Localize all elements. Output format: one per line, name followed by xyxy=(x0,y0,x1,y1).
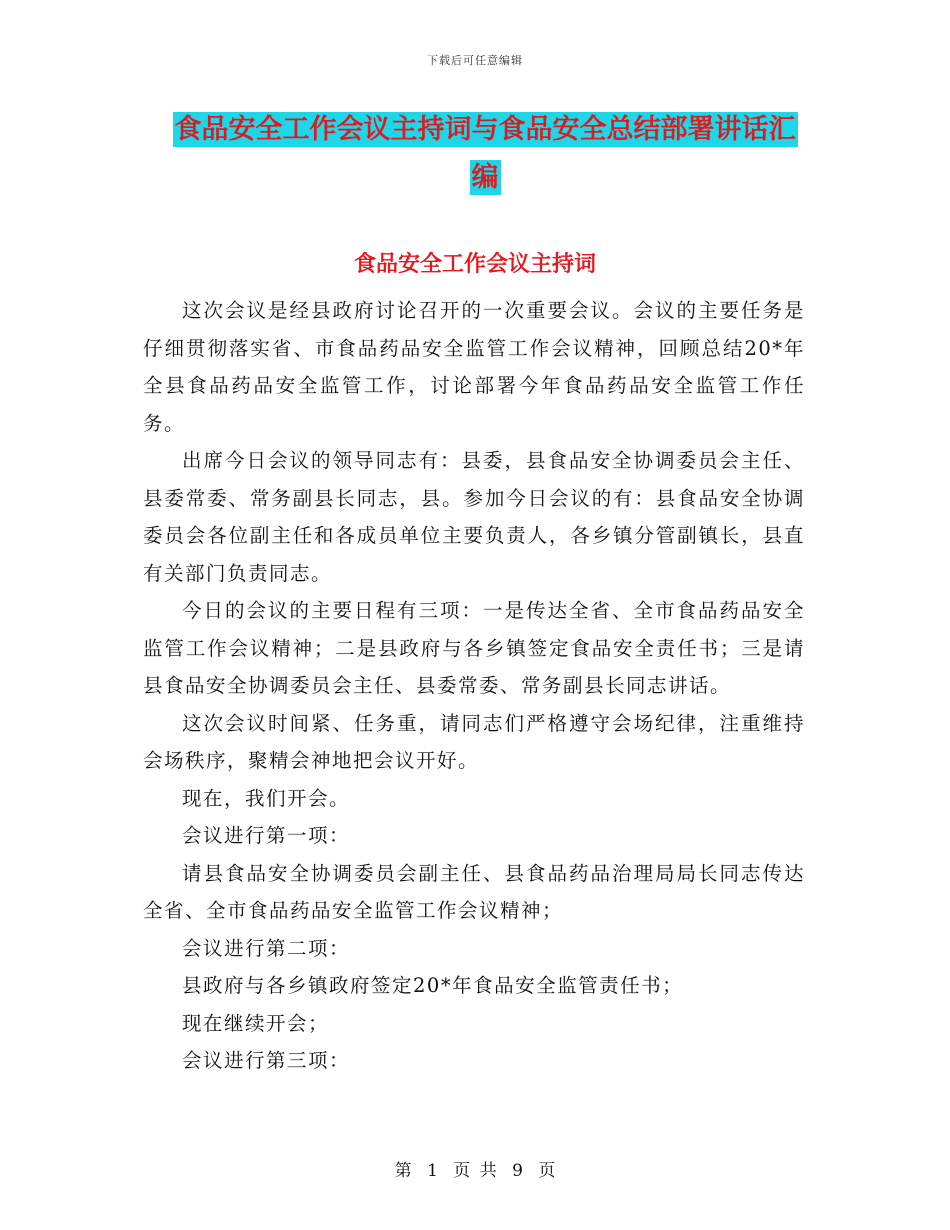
paragraph: 这次会议时间紧、任务重，请同志们严格遵守会场纪律，注重维持会场秩序，聚精会神地把会议开好。 xyxy=(143,711,805,772)
document-title-line-2: 编 xyxy=(471,162,499,193)
document-body xyxy=(143,292,805,1080)
page-footer xyxy=(0,1156,950,1181)
footer-page-number: 1 xyxy=(427,1161,438,1181)
document-title-line-1: 食品安全工作会议主持词与食品安全总结部署讲话汇 xyxy=(174,114,796,145)
paragraph: 请县食品安全协调委员会副主任、县食品药品治理局局长同志传达全省、全市食品药品安全监管工作会议精神； xyxy=(143,861,805,922)
footer-suffix: 页 xyxy=(538,1161,556,1181)
footer-middle: 页 共 xyxy=(453,1161,497,1181)
paragraph: 今日的会议的主要日程有三项：一是传达全省、全市食品药品安全监管工作会议精神；二是县政府与各乡镇签定食品安全责任书；三是请县食品安全协调委员会主任、县委常委、常务副县长同志讲话。 xyxy=(143,599,805,697)
paragraph: 会议进行第二项： xyxy=(182,936,351,960)
paragraph: 现在，我们开会。 xyxy=(182,786,351,810)
section-heading: 食品安全工作会议主持词 xyxy=(353,252,596,277)
paragraph: 会议进行第三项： xyxy=(182,1049,351,1072)
footer-total-pages: 9 xyxy=(512,1161,523,1181)
paragraph: 会议进行第一项： xyxy=(182,824,351,847)
paragraph: 这次会议是经县政府讨论召开的一次重要会议。会议的主要任务是仔细贯彻落实省、市食品药品安全监管工作会议精神，回顾总结20*年全县食品药品安全监管工作，讨论部署今年食品药品安全监管工作任务。 xyxy=(143,299,805,435)
paragraph: 县政府与各乡镇政府签定20*年食品安全监管责任书； xyxy=(182,974,684,997)
paragraph: 现在继续开会； xyxy=(182,1011,330,1035)
document-title xyxy=(140,106,830,202)
paragraph: 出席今日会议的领导同志有：县委，县食品安全协调委员会主任、县委常委、常务副县长同志，县。参加今日会议的有：县食品安全协调委员会各位副主任和各成员单位主要负责人，各乡镇分管副镇长，县直有关部门负责同志。 xyxy=(143,449,805,585)
page-header-note: 下载后可任意编辑 xyxy=(427,54,523,67)
footer-prefix: 第 xyxy=(394,1161,412,1181)
